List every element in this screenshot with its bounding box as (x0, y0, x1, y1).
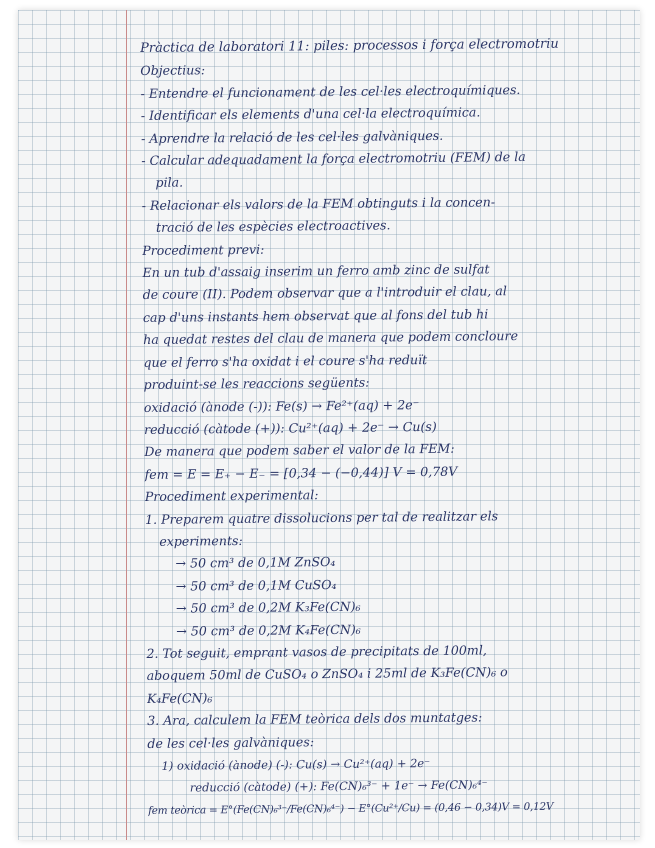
note-line: 1. Preparem quatre dissolucions per tal de realitzar els (144, 507, 499, 527)
note-line: Objectius: (140, 62, 206, 79)
note-line: experiments: (159, 532, 243, 549)
note-line: 2. Tot seguit, emprant vasos de precipitats de 100ml, (146, 642, 487, 661)
note-line: - Entendre el funcionament de les cel·les electroquímiques. (140, 81, 521, 101)
note-line: ha quedat restes del clau de manera que podem concloure (143, 328, 519, 348)
note-line: oxidació (ànode (-)): Fe(s) → Fe²⁺(aq) + 2e⁻ (143, 396, 420, 415)
note-line: En un tub d'assaig inserim un ferro amb zinc de sulfat (142, 261, 490, 281)
note-line: Pràctica de laboratori 11: piles: processos i força electromotriu (140, 36, 559, 56)
margin-line (126, 10, 127, 840)
note-line: de coure (II). Podem observar que a l'introduir el clau, al (142, 283, 507, 303)
note-line: De manera que podem saber el valor de la FEM: (144, 441, 455, 460)
note-line: → 50 cm³ de 0,1M ZnSO₄ (175, 554, 336, 572)
note-line: reducció (càtode) (+): Fe(CN)₆³⁻ + 1e⁻ → Fe(CN)₆⁴⁻ (189, 777, 488, 795)
note-line: → 50 cm³ de 0,2M K₄Fe(CN)₆ (176, 621, 361, 639)
note-line: fem teòrica = E°(Fe(CN)₆³⁻/Fe(CN)₆⁴⁻) − E°(Cu²⁺/Cu) = (0,46 − 0,34)V = 0,12V (148, 800, 554, 817)
note-line: → 50 cm³ de 0,2M K₃Fe(CN)₆ (175, 598, 361, 616)
notebook-page (18, 10, 640, 840)
handwritten-notes (140, 33, 628, 822)
note-line: 1) oxidació (ànode) (-): Cu(s) → Cu²⁺(aq) + 2e⁻ (161, 756, 431, 773)
note-line: de les cel·les galvàniques: (147, 733, 315, 751)
note-line: tració de les espècies electroactives. (155, 217, 391, 236)
note-line: - Relacionar els valors de la FEM obtinguts i la concen- (141, 194, 496, 213)
note-line: fem = E = E₊ − E₋ = [0,34 − (−0,44)] V = 0,78V (144, 463, 458, 482)
note-line: Procediment previ: (142, 241, 265, 258)
note-line: Procediment experimental: (144, 487, 319, 505)
note-line: - Identificar els elements d'una cel·la electroquímica. (140, 104, 481, 124)
note-line: cap d'uns instants hem observat que al fons del tub hi (142, 306, 489, 325)
note-line: - Calcular adequadament la força electromotriu (FEM) de la (141, 148, 526, 169)
note-line: pila. (155, 174, 184, 191)
note-line: reducció (càtode (+)): Cu²⁺(aq) + 2e⁻ → Cu(s) (144, 418, 437, 437)
note-line: - Aprendre la relació de les cel·les galvàniques. (140, 127, 444, 146)
note-line: produint-se les reaccions següents: (143, 374, 370, 393)
note-line: → 50 cm³ de 0,1M CuSO₄ (175, 576, 337, 594)
note-line: 3. Ara, calculem la FEM teòrica dels dos muntatges: (147, 709, 483, 729)
note-line: aboquem 50ml de CuSO₄ o ZnSO₄ i 25ml de K₃Fe(CN)₆ o (146, 664, 508, 684)
note-line: que el ferro s'ha oxidat i el coure s'ha reduït (143, 351, 428, 370)
note-line: K₄Fe(CN)₆ (146, 690, 213, 706)
